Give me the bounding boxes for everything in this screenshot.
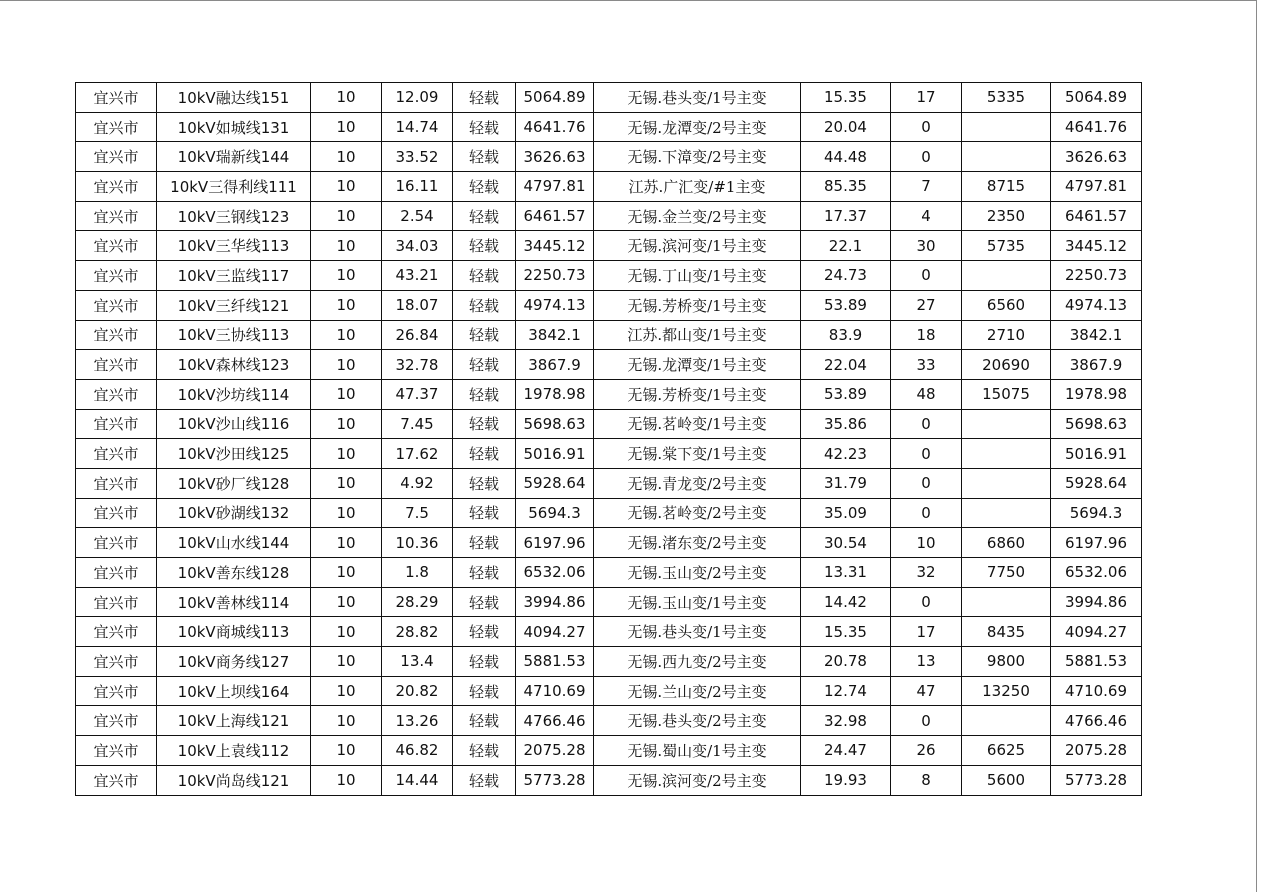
cell-amount [962, 112, 1051, 142]
cell-capacity: 3867.9 [516, 350, 594, 380]
cell-load-rate: 18.07 [382, 290, 453, 320]
cell-available-capacity: 3867.9 [1051, 350, 1142, 380]
cell-available-capacity: 5773.28 [1051, 765, 1142, 795]
cell-city: 宜兴市 [76, 468, 157, 498]
cell-amount: 7750 [962, 558, 1051, 588]
cell-available-capacity: 4710.69 [1051, 676, 1142, 706]
cell-amount: 5735 [962, 231, 1051, 261]
cell-transformer-load: 14.42 [801, 587, 891, 617]
cell-city: 宜兴市 [76, 706, 157, 736]
cell-load-rate: 7.5 [382, 498, 453, 528]
cell-count: 47 [891, 676, 962, 706]
cell-transformer-load: 30.54 [801, 528, 891, 558]
cell-available-capacity: 3994.86 [1051, 587, 1142, 617]
cell-feeder-name: 10kV三协线113 [157, 320, 311, 350]
table-row [76, 83, 1142, 113]
cell-feeder-name: 10kV三钢线123 [157, 201, 311, 231]
cell-capacity: 3994.86 [516, 587, 594, 617]
cell-city: 宜兴市 [76, 261, 157, 291]
cell-load-status: 轻载 [453, 498, 516, 528]
cell-city: 宜兴市 [76, 379, 157, 409]
table-row [76, 468, 1142, 498]
cell-city: 宜兴市 [76, 587, 157, 617]
cell-amount [962, 142, 1051, 172]
cell-transformer-load: 42.23 [801, 439, 891, 469]
cell-capacity: 6532.06 [516, 558, 594, 588]
cell-feeder-name: 10kV沙坊线114 [157, 379, 311, 409]
cell-available-capacity: 5928.64 [1051, 468, 1142, 498]
cell-transformer-load: 17.37 [801, 201, 891, 231]
cell-transformer: 无锡.玉山变/1号主变 [594, 587, 801, 617]
cell-count: 17 [891, 617, 962, 647]
cell-load-rate: 32.78 [382, 350, 453, 380]
cell-load-rate: 47.37 [382, 379, 453, 409]
cell-amount [962, 261, 1051, 291]
cell-capacity: 4710.69 [516, 676, 594, 706]
cell-load-status: 轻载 [453, 172, 516, 202]
cell-amount [962, 706, 1051, 736]
cell-transformer-load: 31.79 [801, 468, 891, 498]
cell-load-status: 轻载 [453, 320, 516, 350]
cell-count: 18 [891, 320, 962, 350]
cell-transformer-load: 22.04 [801, 350, 891, 380]
cell-voltage: 10 [311, 647, 382, 677]
cell-transformer: 无锡.芳桥变/1号主变 [594, 379, 801, 409]
cell-available-capacity: 2075.28 [1051, 736, 1142, 766]
cell-load-status: 轻载 [453, 617, 516, 647]
table-row [76, 558, 1142, 588]
cell-feeder-name: 10kV三华线113 [157, 231, 311, 261]
cell-count: 10 [891, 528, 962, 558]
cell-amount: 2350 [962, 201, 1051, 231]
cell-capacity: 3626.63 [516, 142, 594, 172]
cell-available-capacity: 3445.12 [1051, 231, 1142, 261]
cell-count: 0 [891, 112, 962, 142]
cell-amount [962, 409, 1051, 439]
cell-city: 宜兴市 [76, 558, 157, 588]
cell-load-status: 轻载 [453, 379, 516, 409]
cell-feeder-name: 10kV善林线114 [157, 587, 311, 617]
cell-voltage: 10 [311, 112, 382, 142]
cell-transformer-load: 20.04 [801, 112, 891, 142]
cell-feeder-name: 10kV上海线121 [157, 706, 311, 736]
table-row [76, 647, 1142, 677]
cell-amount: 6860 [962, 528, 1051, 558]
cell-feeder-name: 10kV砂湖线132 [157, 498, 311, 528]
table-body [76, 83, 1142, 796]
cell-voltage: 10 [311, 320, 382, 350]
cell-amount [962, 587, 1051, 617]
cell-feeder-name: 10kV砂厂线128 [157, 468, 311, 498]
cell-city: 宜兴市 [76, 647, 157, 677]
cell-load-rate: 14.74 [382, 112, 453, 142]
cell-load-rate: 10.36 [382, 528, 453, 558]
cell-feeder-name: 10kV商城线113 [157, 617, 311, 647]
cell-transformer-load: 22.1 [801, 231, 891, 261]
table-row [76, 736, 1142, 766]
cell-capacity: 1978.98 [516, 379, 594, 409]
table-row [76, 290, 1142, 320]
cell-city: 宜兴市 [76, 112, 157, 142]
cell-count: 33 [891, 350, 962, 380]
cell-transformer-load: 85.35 [801, 172, 891, 202]
cell-load-status: 轻载 [453, 290, 516, 320]
cell-amount [962, 498, 1051, 528]
cell-load-rate: 28.29 [382, 587, 453, 617]
cell-transformer: 无锡.兰山变/2号主变 [594, 676, 801, 706]
cell-feeder-name: 10kV沙山线116 [157, 409, 311, 439]
cell-count: 0 [891, 439, 962, 469]
cell-amount: 6560 [962, 290, 1051, 320]
cell-transformer-load: 35.09 [801, 498, 891, 528]
cell-transformer: 无锡.茗岭变/2号主变 [594, 498, 801, 528]
cell-transformer-load: 19.93 [801, 765, 891, 795]
cell-count: 0 [891, 498, 962, 528]
cell-voltage: 10 [311, 439, 382, 469]
cell-load-status: 轻载 [453, 558, 516, 588]
cell-load-rate: 16.11 [382, 172, 453, 202]
cell-load-status: 轻载 [453, 409, 516, 439]
cell-city: 宜兴市 [76, 528, 157, 558]
cell-city: 宜兴市 [76, 172, 157, 202]
cell-count: 0 [891, 468, 962, 498]
cell-transformer: 无锡.玉山变/2号主变 [594, 558, 801, 588]
cell-load-status: 轻载 [453, 676, 516, 706]
cell-available-capacity: 6461.57 [1051, 201, 1142, 231]
cell-transformer-load: 20.78 [801, 647, 891, 677]
cell-count: 13 [891, 647, 962, 677]
table-row [76, 350, 1142, 380]
cell-transformer-load: 24.47 [801, 736, 891, 766]
cell-capacity: 5928.64 [516, 468, 594, 498]
cell-transformer: 无锡.巷头变/1号主变 [594, 83, 801, 113]
cell-voltage: 10 [311, 468, 382, 498]
cell-load-rate: 14.44 [382, 765, 453, 795]
cell-count: 8 [891, 765, 962, 795]
cell-feeder-name: 10kV森林线123 [157, 350, 311, 380]
cell-transformer: 无锡.西九变/2号主变 [594, 647, 801, 677]
cell-count: 0 [891, 409, 962, 439]
cell-amount: 13250 [962, 676, 1051, 706]
cell-load-status: 轻载 [453, 468, 516, 498]
cell-voltage: 10 [311, 587, 382, 617]
cell-transformer-load: 13.31 [801, 558, 891, 588]
cell-load-status: 轻载 [453, 142, 516, 172]
cell-transformer: 无锡.龙潭变/1号主变 [594, 350, 801, 380]
cell-feeder-name: 10kV三得利线111 [157, 172, 311, 202]
cell-city: 宜兴市 [76, 736, 157, 766]
cell-feeder-name: 10kV如城线131 [157, 112, 311, 142]
cell-transformer: 江苏.都山变/1号主变 [594, 320, 801, 350]
table-row [76, 587, 1142, 617]
cell-load-rate: 1.8 [382, 558, 453, 588]
table-row [76, 320, 1142, 350]
cell-amount: 6625 [962, 736, 1051, 766]
table-row [76, 112, 1142, 142]
cell-load-status: 轻载 [453, 231, 516, 261]
cell-voltage: 10 [311, 231, 382, 261]
cell-transformer-load: 53.89 [801, 290, 891, 320]
table-row [76, 676, 1142, 706]
cell-amount: 15075 [962, 379, 1051, 409]
cell-available-capacity: 3626.63 [1051, 142, 1142, 172]
cell-transformer: 无锡.巷头变/1号主变 [594, 617, 801, 647]
cell-load-rate: 13.26 [382, 706, 453, 736]
cell-voltage: 10 [311, 498, 382, 528]
cell-amount [962, 439, 1051, 469]
cell-capacity: 4974.13 [516, 290, 594, 320]
cell-transformer-load: 15.35 [801, 83, 891, 113]
table-row [76, 765, 1142, 795]
cell-load-rate: 43.21 [382, 261, 453, 291]
cell-voltage: 10 [311, 172, 382, 202]
cell-load-status: 轻载 [453, 587, 516, 617]
cell-city: 宜兴市 [76, 201, 157, 231]
cell-load-status: 轻载 [453, 201, 516, 231]
cell-voltage: 10 [311, 617, 382, 647]
cell-capacity: 3445.12 [516, 231, 594, 261]
cell-load-status: 轻载 [453, 261, 516, 291]
cell-available-capacity: 5881.53 [1051, 647, 1142, 677]
cell-load-status: 轻载 [453, 439, 516, 469]
cell-load-status: 轻载 [453, 706, 516, 736]
cell-available-capacity: 6532.06 [1051, 558, 1142, 588]
cell-transformer: 无锡.渚东变/2号主变 [594, 528, 801, 558]
cell-voltage: 10 [311, 409, 382, 439]
cell-feeder-name: 10kV善东线128 [157, 558, 311, 588]
cell-amount: 5335 [962, 83, 1051, 113]
cell-transformer-load: 44.48 [801, 142, 891, 172]
cell-available-capacity: 5694.3 [1051, 498, 1142, 528]
cell-feeder-name: 10kV沙田线125 [157, 439, 311, 469]
cell-transformer: 无锡.蜀山变/1号主变 [594, 736, 801, 766]
cell-transformer: 无锡.滨河变/2号主变 [594, 765, 801, 795]
cell-load-rate: 46.82 [382, 736, 453, 766]
cell-count: 32 [891, 558, 962, 588]
cell-load-status: 轻载 [453, 765, 516, 795]
cell-transformer: 无锡.茗岭变/1号主变 [594, 409, 801, 439]
cell-city: 宜兴市 [76, 498, 157, 528]
cell-load-status: 轻载 [453, 647, 516, 677]
cell-available-capacity: 5016.91 [1051, 439, 1142, 469]
cell-capacity: 2250.73 [516, 261, 594, 291]
table-row [76, 528, 1142, 558]
cell-available-capacity: 4974.13 [1051, 290, 1142, 320]
cell-capacity: 6197.96 [516, 528, 594, 558]
cell-transformer-load: 24.73 [801, 261, 891, 291]
cell-transformer-load: 83.9 [801, 320, 891, 350]
cell-city: 宜兴市 [76, 617, 157, 647]
cell-capacity: 4641.76 [516, 112, 594, 142]
cell-voltage: 10 [311, 350, 382, 380]
cell-amount: 9800 [962, 647, 1051, 677]
cell-feeder-name: 10kV融达线151 [157, 83, 311, 113]
cell-transformer: 无锡.芳桥变/1号主变 [594, 290, 801, 320]
cell-voltage: 10 [311, 706, 382, 736]
cell-available-capacity: 3842.1 [1051, 320, 1142, 350]
cell-load-status: 轻载 [453, 350, 516, 380]
cell-count: 7 [891, 172, 962, 202]
cell-feeder-name: 10kV瑞新线144 [157, 142, 311, 172]
cell-transformer-load: 53.89 [801, 379, 891, 409]
cell-city: 宜兴市 [76, 320, 157, 350]
cell-city: 宜兴市 [76, 290, 157, 320]
cell-voltage: 10 [311, 676, 382, 706]
cell-transformer: 无锡.龙潭变/2号主变 [594, 112, 801, 142]
cell-city: 宜兴市 [76, 765, 157, 795]
cell-available-capacity: 6197.96 [1051, 528, 1142, 558]
cell-load-status: 轻载 [453, 83, 516, 113]
table-row [76, 439, 1142, 469]
cell-load-rate: 13.4 [382, 647, 453, 677]
cell-city: 宜兴市 [76, 409, 157, 439]
cell-load-rate: 20.82 [382, 676, 453, 706]
cell-city: 宜兴市 [76, 142, 157, 172]
cell-load-rate: 4.92 [382, 468, 453, 498]
cell-feeder-name: 10kV山水线144 [157, 528, 311, 558]
cell-city: 宜兴市 [76, 676, 157, 706]
cell-amount: 5600 [962, 765, 1051, 795]
cell-load-rate: 12.09 [382, 83, 453, 113]
cell-feeder-name: 10kV尚岛线121 [157, 765, 311, 795]
cell-count: 4 [891, 201, 962, 231]
cell-amount: 2710 [962, 320, 1051, 350]
table-row [76, 409, 1142, 439]
cell-load-rate: 33.52 [382, 142, 453, 172]
cell-load-status: 轻载 [453, 528, 516, 558]
cell-available-capacity: 4641.76 [1051, 112, 1142, 142]
cell-feeder-name: 10kV商务线127 [157, 647, 311, 677]
table-row [76, 231, 1142, 261]
cell-voltage: 10 [311, 736, 382, 766]
cell-feeder-name: 10kV三监线117 [157, 261, 311, 291]
cell-capacity: 5881.53 [516, 647, 594, 677]
cell-count: 0 [891, 706, 962, 736]
cell-count: 0 [891, 261, 962, 291]
cell-capacity: 2075.28 [516, 736, 594, 766]
cell-load-status: 轻载 [453, 736, 516, 766]
cell-count: 30 [891, 231, 962, 261]
cell-available-capacity: 2250.73 [1051, 261, 1142, 291]
cell-amount: 8715 [962, 172, 1051, 202]
cell-load-status: 轻载 [453, 112, 516, 142]
cell-available-capacity: 1978.98 [1051, 379, 1142, 409]
table-row [76, 142, 1142, 172]
cell-load-rate: 26.84 [382, 320, 453, 350]
cell-count: 26 [891, 736, 962, 766]
cell-voltage: 10 [311, 83, 382, 113]
cell-voltage: 10 [311, 528, 382, 558]
cell-transformer: 无锡.棠下变/1号主变 [594, 439, 801, 469]
cell-count: 27 [891, 290, 962, 320]
cell-capacity: 5016.91 [516, 439, 594, 469]
cell-city: 宜兴市 [76, 231, 157, 261]
cell-load-rate: 2.54 [382, 201, 453, 231]
cell-feeder-name: 10kV三纤线121 [157, 290, 311, 320]
cell-capacity: 4797.81 [516, 172, 594, 202]
cell-available-capacity: 5064.89 [1051, 83, 1142, 113]
cell-amount [962, 468, 1051, 498]
cell-capacity: 3842.1 [516, 320, 594, 350]
table-row [76, 172, 1142, 202]
cell-load-rate: 34.03 [382, 231, 453, 261]
table-row [76, 617, 1142, 647]
cell-available-capacity: 4766.46 [1051, 706, 1142, 736]
cell-transformer-load: 35.86 [801, 409, 891, 439]
cell-transformer: 无锡.青龙变/2号主变 [594, 468, 801, 498]
table-row [76, 498, 1142, 528]
cell-amount: 8435 [962, 617, 1051, 647]
cell-count: 0 [891, 142, 962, 172]
cell-transformer-load: 15.35 [801, 617, 891, 647]
table-row [76, 706, 1142, 736]
cell-transformer: 无锡.滨河变/1号主变 [594, 231, 801, 261]
feeder-load-table [75, 82, 1142, 796]
cell-transformer-load: 32.98 [801, 706, 891, 736]
cell-voltage: 10 [311, 261, 382, 291]
cell-count: 17 [891, 83, 962, 113]
cell-transformer: 江苏.广汇变/#1主变 [594, 172, 801, 202]
cell-count: 48 [891, 379, 962, 409]
table-row [76, 261, 1142, 291]
cell-amount: 20690 [962, 350, 1051, 380]
cell-load-rate: 17.62 [382, 439, 453, 469]
cell-voltage: 10 [311, 765, 382, 795]
cell-city: 宜兴市 [76, 350, 157, 380]
cell-capacity: 4094.27 [516, 617, 594, 647]
cell-count: 0 [891, 587, 962, 617]
cell-city: 宜兴市 [76, 83, 157, 113]
cell-voltage: 10 [311, 201, 382, 231]
cell-available-capacity: 4797.81 [1051, 172, 1142, 202]
cell-load-rate: 7.45 [382, 409, 453, 439]
cell-capacity: 5694.3 [516, 498, 594, 528]
cell-available-capacity: 5698.63 [1051, 409, 1142, 439]
table-row [76, 201, 1142, 231]
cell-capacity: 5064.89 [516, 83, 594, 113]
cell-transformer: 无锡.巷头变/2号主变 [594, 706, 801, 736]
cell-feeder-name: 10kV上袁线112 [157, 736, 311, 766]
cell-load-rate: 28.82 [382, 617, 453, 647]
cell-capacity: 6461.57 [516, 201, 594, 231]
cell-available-capacity: 4094.27 [1051, 617, 1142, 647]
cell-capacity: 5698.63 [516, 409, 594, 439]
cell-voltage: 10 [311, 558, 382, 588]
cell-transformer: 无锡.金兰变/2号主变 [594, 201, 801, 231]
cell-capacity: 4766.46 [516, 706, 594, 736]
cell-feeder-name: 10kV上坝线164 [157, 676, 311, 706]
cell-transformer-load: 12.74 [801, 676, 891, 706]
cell-voltage: 10 [311, 379, 382, 409]
cell-transformer: 无锡.丁山变/1号主变 [594, 261, 801, 291]
cell-transformer: 无锡.下漳变/2号主变 [594, 142, 801, 172]
cell-city: 宜兴市 [76, 439, 157, 469]
cell-voltage: 10 [311, 290, 382, 320]
table-row [76, 379, 1142, 409]
cell-voltage: 10 [311, 142, 382, 172]
cell-capacity: 5773.28 [516, 765, 594, 795]
